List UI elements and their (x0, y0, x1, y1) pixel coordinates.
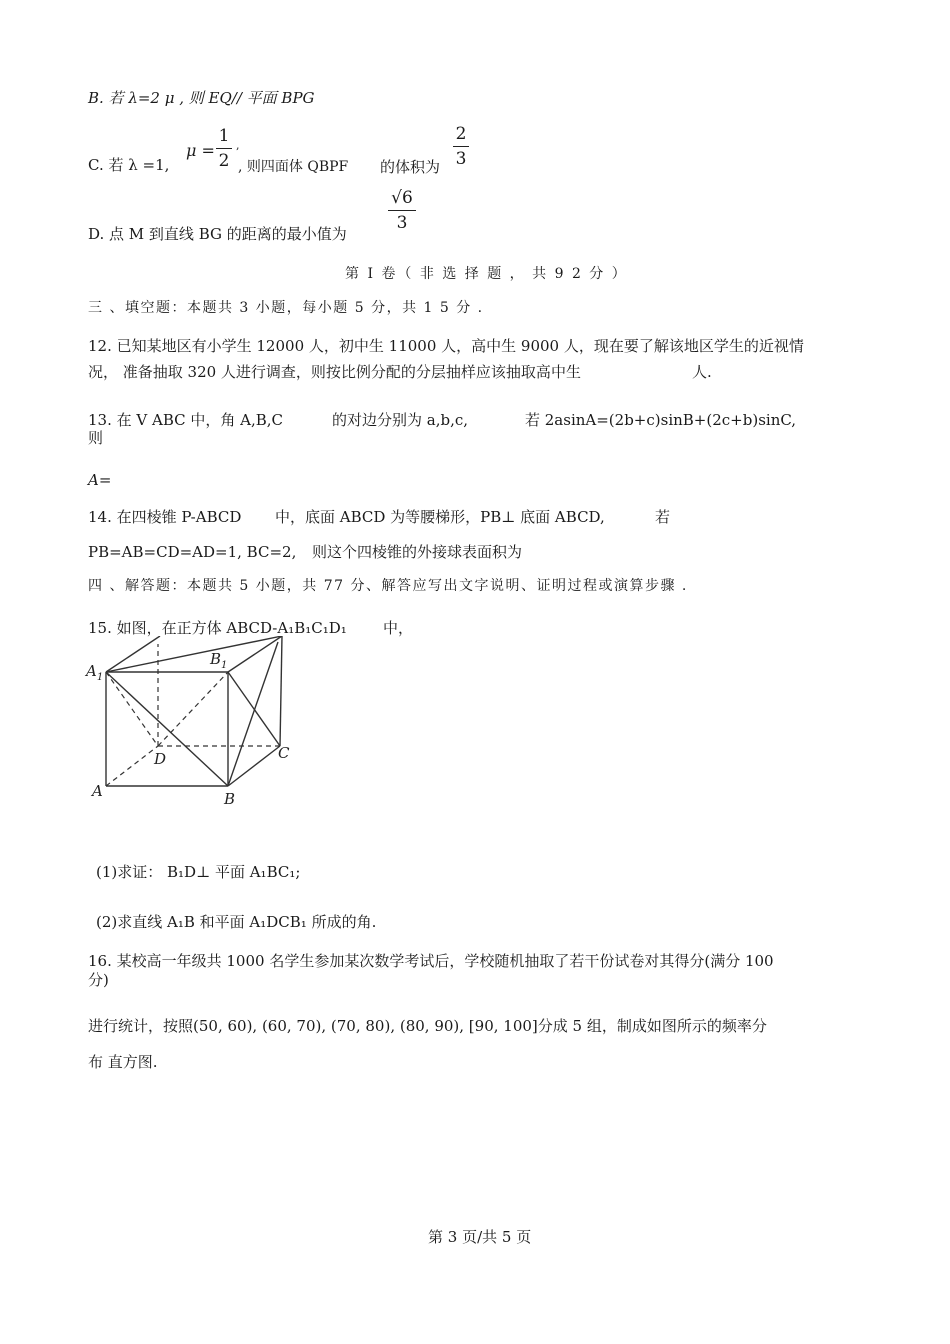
option-c-suffix: 的体积为 (380, 158, 441, 176)
q16-line1: 16. 某校高一年级共 1000 名学生参加某次数学考试后，学校随机抽取了若干份试卷对其得分(满分 100 (88, 952, 774, 970)
q14-line1c: 若 (655, 508, 671, 526)
q13-answer-label: A= (88, 471, 112, 489)
part2-title: 第 Ⅰ 卷（ 非 选 择 题 ， 共 9 2 分 ） (345, 266, 628, 282)
q12-line1: 12. 已知某地区有小学生 12000 人，初中生 11000 人，高中生 9000 人，现在要了解该地区学生的近视情 (88, 337, 804, 355)
mu-numerator: 1 (218, 126, 230, 146)
q12-line2: 况， 准备抽取 320 人进行调查，则按比例分配的分层抽样应该抽取高中生 (88, 363, 581, 381)
q16-line3: 进行统计，按照(50, 60), (60, 70), (70, 80), (80, 90), [90, 100]分成 5 组，制成如图所示的频率分 (88, 1017, 767, 1035)
answer-numerator: √6 (391, 188, 413, 208)
q14-line1a: 14. 在四棱锥 P-ABCD (88, 508, 242, 526)
q13-line2: 则 (88, 429, 104, 447)
option-b: B. 若 λ=2 μ , 则 EQ// 平面 BPG (88, 89, 315, 107)
option-d-answer-fraction (388, 188, 416, 233)
answer-denominator: 3 (396, 213, 408, 233)
option-c-mu-label: μ = (186, 141, 215, 160)
label-b: B (224, 790, 236, 808)
option-c-mid: , 则四面体 QBPF (238, 159, 349, 175)
q13-line1b: 的对边分别为 a,b,c, (332, 411, 469, 429)
section-3-heading: 三 、填空题：本题共 3 小题，每小题 5 分，共 1 5 分 . (88, 300, 484, 316)
q12-unit: 人. (692, 363, 712, 381)
q15-text: 15. 如图，在正方体 ABCD-A₁B₁C₁D₁ (88, 619, 347, 637)
q15-sub2: (2)求直线 A₁B 和平面 A₁DCB₁ 所成的角. (96, 913, 377, 931)
q16-line2: 分) (88, 971, 109, 989)
label-d: D (154, 750, 167, 768)
q13-line1c: 若 2asinA=(2b+c)sinB+(2c+b)sinC, (525, 411, 797, 429)
label-c: C (278, 744, 290, 762)
option-c-answer-fraction (453, 124, 469, 169)
q14-line2b: 则这个四棱锥的外接球表面积为 (312, 543, 523, 561)
q15-sub1: (1)求证： B₁D⊥ 平面 A₁BC₁; (96, 863, 301, 881)
label-a: A (92, 782, 103, 800)
option-d: D. 点 M 到直线 BG 的距离的最小值为 (88, 225, 347, 243)
label-a1: $A_1$ (86, 662, 104, 683)
option-c-prefix: C. 若 λ =1, (88, 156, 170, 174)
q13-line1a: 13. 在 V ABC 中，角 A,B,C (88, 411, 284, 429)
option-c-comma: , (236, 139, 240, 152)
page-footer: 第 3 页/共 5 页 (428, 1228, 532, 1246)
label-b1: $B_1$ (210, 650, 228, 671)
q15-tail: 中， (383, 619, 414, 637)
cube-figure (82, 636, 302, 811)
answer-denominator: 3 (455, 149, 467, 169)
mu-denominator: 2 (218, 151, 230, 171)
answer-numerator: 2 (455, 124, 467, 144)
q16-line4: 布 直方图. (88, 1053, 158, 1071)
q14-line2a: PB=AB=CD=AD=1, BC=2, (88, 543, 297, 561)
section-4-heading: 四 、解答题：本题共 5 小题，共 77 分、解答应写出文字说明、证明过程或演算步骤 . (88, 578, 688, 594)
option-c-mu-fraction (216, 126, 232, 171)
q14-line1b: 中，底面 ABCD 为等腰梯形，PB⊥ 底面 ABCD, (275, 508, 605, 526)
